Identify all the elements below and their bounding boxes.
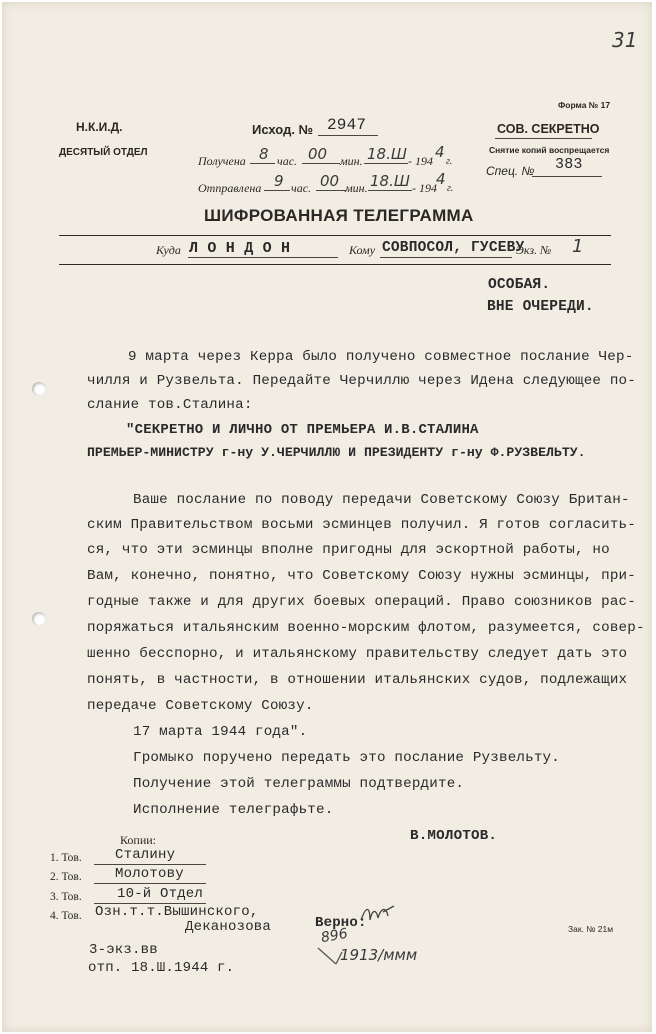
underline: [94, 883, 206, 884]
copy-recipient-name: Озн.т.т.Вышинского,: [95, 904, 259, 920]
verified-label: Верно:: [315, 915, 367, 931]
punch-hole: [32, 612, 46, 626]
received-year-digit: 4: [435, 143, 445, 161]
received-minute: 00: [308, 145, 328, 163]
closing-line: 17 марта 1944 года".: [133, 724, 308, 740]
copy-recipient-extra: Деканозова: [185, 919, 272, 935]
received-minute-label: мин.: [340, 154, 363, 168]
message-heading-line: ПРЕМЬЕР-МИНИСТРУ г-ну У.ЧЕРЧИЛЛЮ И ПРЕЗИДЕНТУ г-ну Ф.РУЗВЕЛЬТУ.: [87, 445, 586, 460]
underline: [188, 257, 338, 258]
copy-recipient-number: 1. Тов.: [50, 852, 82, 864]
priority-line-1: ОСОБАЯ.: [488, 277, 551, 293]
order-number: Зак. № 21м: [568, 924, 614, 934]
copy-number-value: 1: [572, 236, 584, 257]
page-number: 31: [612, 28, 638, 52]
copies-count: 3-экз.вв: [89, 942, 158, 958]
outgoing-number-line: [318, 135, 378, 136]
copy-recipient-name: Молотову: [115, 866, 184, 882]
underline: [264, 190, 290, 191]
closing-line: Получение этой телеграммы подтвердите.: [133, 776, 465, 792]
handwritten-number: 896: [319, 925, 349, 947]
copy-recipient-number: 4. Тов.: [50, 910, 82, 922]
received-year-suffix: г.: [446, 156, 453, 167]
outgoing-number: 2947: [327, 116, 367, 134]
underline: [94, 864, 206, 865]
sent-hour: 9: [274, 172, 284, 190]
secrecy-underline: [495, 138, 592, 139]
handwritten-note: 1913/ммм: [340, 946, 418, 964]
closing-line: Громыко поручено передать это послание Рузвельту.: [133, 750, 560, 766]
spec-number-line: [532, 176, 602, 177]
underline: [364, 163, 408, 164]
sent-year-suffix: г.: [447, 183, 454, 194]
sent-minute: 00: [320, 172, 340, 190]
initials-scribble: [358, 902, 398, 928]
body-line: Вам, конечно, понятно, что Советскому Союзу нужны эсминцы, при-: [87, 568, 636, 584]
intro-line: слание тов.Сталина:: [87, 397, 253, 413]
priority-line-2: ВНЕ ОЧЕРЕДИ.: [487, 299, 594, 315]
received-hour: 8: [259, 145, 269, 163]
telegram-sheet: [2, 2, 652, 1032]
underline: [368, 190, 412, 191]
sent-year-prefix: - 194: [412, 181, 437, 195]
secrecy-stamp: СОВ. СЕКРЕТНО: [497, 122, 600, 136]
copies-label: Копии:: [120, 833, 157, 847]
body-line: шенно бесспорно, и итальянскому правительству следует дать это: [87, 646, 628, 662]
body-line: ся, что эти эсминцы вполне пригодны для эскортной работы, но: [87, 542, 610, 558]
body-line: понять, в частности, в отношении итальянских судов, подлежащих: [87, 672, 628, 688]
sent-year-digit: 4: [436, 170, 446, 188]
underline: [302, 163, 340, 164]
document-title: ШИФРОВАННАЯ ТЕЛЕГРАММА: [204, 206, 474, 225]
ministry-name: Н.К.И.Д.: [76, 120, 123, 134]
spec-number: 383: [555, 156, 583, 173]
intro-line: 9 марта через Керра было получено совместное послание Чер-: [128, 349, 634, 365]
copy-recipient-number: 3. Тов.: [50, 891, 82, 903]
form-number: Форма № 17: [558, 100, 611, 110]
sent-minute-label: мин.: [345, 181, 368, 195]
underline: [316, 190, 346, 191]
copy-restriction: Снятие копий воспрещается: [489, 145, 610, 155]
closing-line: Исполнение телеграфьте.: [133, 802, 334, 818]
intro-line: чилля и Рузвельта. Передайте Черчиллю через Идена следующее по-: [87, 373, 636, 389]
underline: [380, 257, 512, 258]
sent-hour-label: час.: [291, 181, 312, 195]
received-hour-label: час.: [277, 154, 298, 168]
copy-recipient-name: Сталину: [115, 847, 176, 863]
destination-value: Л О Н Д О Н: [189, 240, 291, 257]
received-date: 18.Ш: [367, 145, 407, 163]
signature: В.МОЛОТОВ.: [410, 828, 498, 844]
copy-recipient-name: 10-й Отдел: [117, 886, 204, 902]
body-line: поряжаться итальянским военно-морским флотом, разумеется, совер-: [87, 620, 645, 636]
body-line: ским Правительством восьми эсминцев получил. Я готов согласить-: [87, 517, 636, 533]
body-line: передаче Советскому Союзу.: [87, 698, 314, 714]
recipient-label: Кому: [349, 243, 376, 257]
destination-label: Куда: [156, 243, 181, 257]
department-name: ДЕСЯТЫЙ ОТДЕЛ: [59, 147, 148, 158]
spec-label: Спец. №: [486, 164, 535, 178]
sent-label: Отправлена: [198, 181, 262, 195]
copy-recipient-number: 2. Тов.: [50, 871, 82, 883]
copy-number-label: Экз. №: [516, 243, 552, 257]
received-year-prefix: - 194: [408, 154, 433, 168]
sent-date: 18.Ш: [370, 172, 410, 190]
address-rule: [59, 264, 611, 265]
sent-date-note: отп. 18.Ш.1944 г.: [88, 960, 235, 976]
body-line: Ваше послание по поводу передачи Советскому Союзу Британ-: [133, 492, 630, 508]
punch-hole: [32, 382, 46, 396]
title-rule: [59, 235, 611, 236]
underline: [250, 163, 275, 164]
outgoing-label: Исход. №: [252, 122, 314, 137]
message-heading-line: "СЕКРЕТНО И ЛИЧНО ОТ ПРЕМЬЕРА И.В.СТАЛИНА: [126, 422, 479, 438]
received-label: Получена: [198, 154, 246, 168]
handwritten-arrow-mark: [316, 942, 348, 970]
recipient-value: СОВПОСОЛ, ГУСЕВУ: [382, 240, 525, 256]
body-line: годные также и для других боевых операций. Право союзников рас-: [87, 594, 636, 610]
